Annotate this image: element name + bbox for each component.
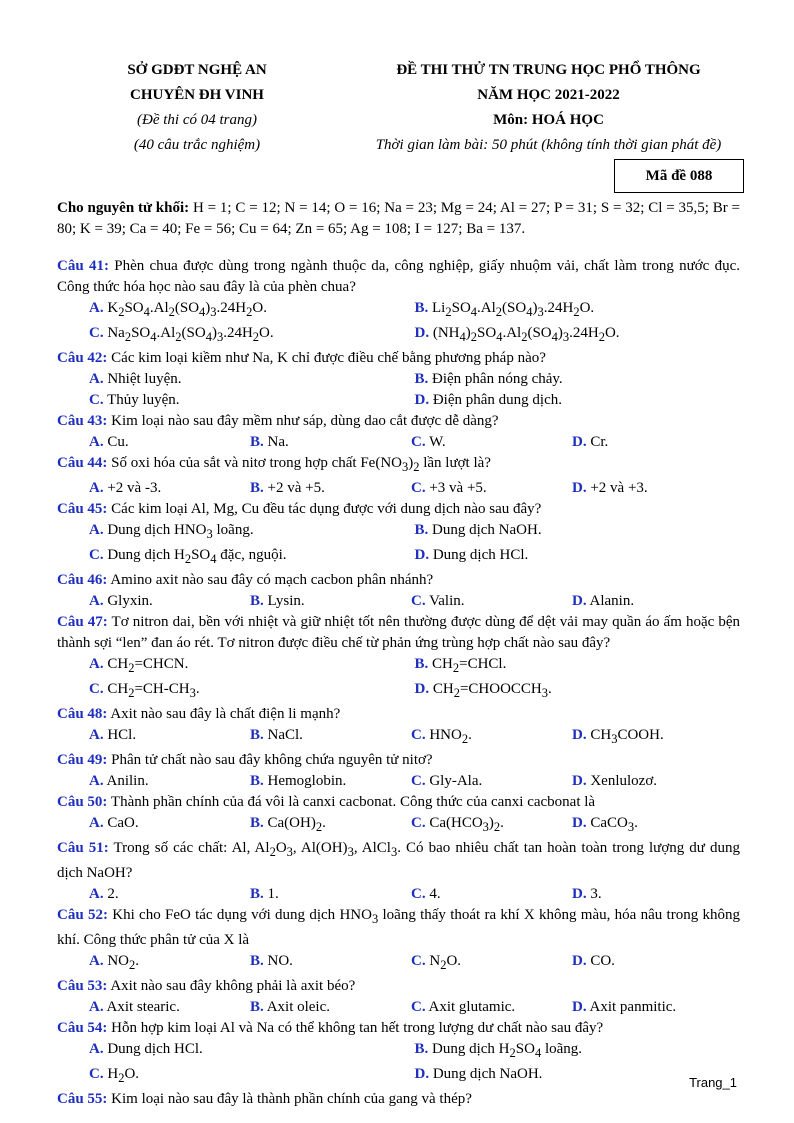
question-number: Câu 43: <box>57 413 108 429</box>
option-a <box>89 725 250 750</box>
question-text: Tơ nitron dai, bền với nhiệt và giữ nhiệt tốt nên thường được dùng để dệt vải may quần áo ấm hoặc bện thành sợi “len” đan áo rét. Tơ nitron được điều chế từ phản ứng trùng hợp chất nào sau đây? <box>57 614 740 651</box>
option-c <box>89 1064 415 1089</box>
exam-header <box>57 58 740 162</box>
option-letter: B. <box>250 999 264 1015</box>
option-row <box>57 997 740 1018</box>
option-text: Anilin. <box>103 773 149 789</box>
option-letter: C. <box>411 886 426 902</box>
option-letter: D. <box>414 681 430 697</box>
atomic-masses <box>57 198 740 240</box>
option-b <box>415 298 741 323</box>
option-text: Hemoglobin. <box>263 773 347 789</box>
question-text: Hỗn hợp kim loại Al và Na có thể không tan hết trong lượng dư chất nào sau đây? <box>107 1020 604 1036</box>
atomic-masses-label: Cho nguyên tử khối: <box>57 200 190 216</box>
question-42 <box>57 348 740 369</box>
option-text: $CH_2=CHCN$. <box>103 656 189 675</box>
option-text: $K_2SO_4.Al_2(SO_4)_3.24H_2O$. <box>103 300 267 319</box>
option-letter: A. <box>89 727 104 743</box>
option-text: 4. <box>425 886 441 902</box>
option-c <box>411 771 572 792</box>
option-row <box>57 520 740 545</box>
option-c <box>411 591 572 612</box>
question-text: Phân tử chất nào sau đây không chứa nguyên tử nitơ? <box>107 752 433 768</box>
option-row <box>57 654 740 679</box>
option-text: Na. <box>263 434 289 450</box>
option-letter: B. <box>250 727 264 743</box>
option-letter: A. <box>89 953 104 969</box>
option-letter: C. <box>89 1066 104 1082</box>
question-text: Các kim loại kiềm như Na, K chỉ được điều chế bằng phương pháp nào? <box>107 350 546 366</box>
option-letter: A. <box>89 593 104 609</box>
option-d <box>572 813 733 838</box>
question-number: Câu 55: <box>57 1091 108 1107</box>
option-letter: D. <box>572 480 587 496</box>
option-letter: A. <box>89 522 104 538</box>
option-d <box>572 951 733 976</box>
option-b <box>415 520 741 545</box>
option-c <box>411 813 572 838</box>
question-number: Câu 48: <box>57 706 108 722</box>
option-text: HCl. <box>103 727 137 743</box>
question-number: Câu 41: <box>57 258 109 274</box>
school-name: CHUYÊN ĐH VINH <box>130 87 264 103</box>
option-text: Alanin. <box>586 593 635 609</box>
question-45 <box>57 499 740 520</box>
question-text: Amino axit nào sau đây có mạch cacbon phân nhánh? <box>107 572 434 588</box>
option-row <box>57 679 740 704</box>
option-d <box>415 323 741 348</box>
option-d <box>415 545 741 570</box>
option-letter: B. <box>414 522 429 538</box>
question-number: Câu 46: <box>57 572 108 588</box>
option-text: Điện phân nóng chảy. <box>428 371 563 387</box>
option-letter: A. <box>89 999 104 1015</box>
option-d <box>572 432 733 453</box>
option-letter: C. <box>411 593 426 609</box>
exam-title: ĐỀ THI THỬ TN TRUNG HỌC PHỔ THÔNG <box>396 62 701 78</box>
question-number: Câu 50: <box>57 794 108 810</box>
option-text: Thủy luyện. <box>103 392 180 408</box>
option-letter: C. <box>411 480 426 496</box>
option-text: Axit glutamic. <box>425 999 516 1015</box>
option-row <box>57 545 740 570</box>
option-letter: A. <box>89 656 104 672</box>
option-c <box>411 478 572 499</box>
option-d <box>415 679 741 704</box>
option-letter: C. <box>411 815 426 831</box>
option-c <box>89 390 415 411</box>
exam-code-box: Mã đề 088 <box>614 159 744 193</box>
page-footer: Trang_1 <box>689 1075 737 1090</box>
question-number: Câu 45: <box>57 501 108 517</box>
department-name: SỞ GDĐT NGHỆ AN <box>127 62 267 78</box>
option-text: W. <box>425 434 446 450</box>
option-letter: C. <box>411 999 426 1015</box>
option-text: Cr. <box>586 434 609 450</box>
option-text: Dung dịch HCl. <box>103 1041 203 1057</box>
option-row <box>57 1039 740 1064</box>
question-text: Kim loại nào sau đây là thành phần chính của gang và thép? <box>107 1091 472 1107</box>
option-letter: D. <box>414 547 430 563</box>
option-text: +3 và +5. <box>425 480 487 496</box>
time-note: Thời gian làm bài: 50 phút (không tính thời gian phát đề) <box>375 137 722 153</box>
question-text: Axit nào sau đây không phải là axit béo? <box>107 978 356 994</box>
option-text: Valin. <box>425 593 465 609</box>
option-letter: D. <box>572 727 587 743</box>
question-text: Phèn chua được dùng trong ngành thuộc da, công nghiệp, giấy nhuộm vải, chất làm trong nước đục. Công thức hóa học nào sau đây là của phèn chua? <box>57 258 741 295</box>
option-a <box>89 591 250 612</box>
option-text: 1. <box>263 886 279 902</box>
question-text: Kim loại nào sau đây mềm như sáp, dùng dao cắt được dễ dàng? <box>107 413 499 429</box>
option-text: Xenlulozơ. <box>586 773 658 789</box>
question-50 <box>57 792 740 813</box>
option-row <box>57 323 740 348</box>
option-d <box>572 478 733 499</box>
option-text: $Na_2SO_4.Al_2(SO_4)_3.24H_2O$. <box>103 325 274 344</box>
atomic-masses-values: H = 1; C = 12; N = 14; O = 16; Na = 23; Mg = 24; Al = 27; P = 31; S = 32; Cl = 35,5; Br = 80; K = 39; Ca = 40; Fe = 56; Cu = 64; Zn = 65; Ag = 108; I = 127; Ba = 137. <box>57 200 740 237</box>
option-b <box>250 771 411 792</box>
option-text: Dung dịch HCl. <box>429 547 529 563</box>
option-text: CaCO$_3$. <box>586 815 638 834</box>
option-text: $H_2O$. <box>103 1066 140 1085</box>
question-number: Câu 49: <box>57 752 108 768</box>
option-letter: D. <box>414 1066 430 1082</box>
option-d <box>415 390 741 411</box>
option-letter: B. <box>414 1041 429 1057</box>
option-b <box>250 432 411 453</box>
option-letter: C. <box>411 434 426 450</box>
question-text: Thành phần chính của đá vôi là canxi cacbonat. Công thức của canxi cacbonat là <box>107 794 596 810</box>
option-row <box>57 1064 740 1089</box>
option-text: Axit stearic. <box>103 999 180 1015</box>
option-letter: D. <box>572 593 587 609</box>
option-text: Cu. <box>103 434 129 450</box>
option-c <box>411 884 572 905</box>
option-text: CaO. <box>103 815 139 831</box>
option-row <box>57 369 740 390</box>
option-d <box>572 997 733 1018</box>
question-51 <box>57 838 740 884</box>
question-49 <box>57 750 740 771</box>
option-d <box>572 591 733 612</box>
option-c <box>411 997 572 1018</box>
option-text: Nhiệt luyện. <box>103 371 182 387</box>
option-d <box>572 725 733 750</box>
option-letter: A. <box>89 815 104 831</box>
question-text: Khi cho FeO tác dụng với dung dịch $HNO_3$ loãng thấy thoát ra khí X không màu, hóa nâu trong không khí. Công thức phân tử của X là <box>57 907 740 948</box>
option-c <box>411 725 572 750</box>
option-c <box>411 951 572 976</box>
option-row <box>57 884 740 905</box>
option-text: $HNO_2$. <box>425 727 472 746</box>
option-text: CO. <box>586 953 615 969</box>
question-41 <box>57 256 740 298</box>
option-text: Gly-Ala. <box>425 773 483 789</box>
option-letter: C. <box>89 325 104 341</box>
option-letter: C. <box>411 773 426 789</box>
option-text: Axit oleic. <box>263 999 331 1015</box>
option-letter: A. <box>89 1041 104 1057</box>
option-c <box>89 323 415 348</box>
option-row <box>57 725 740 750</box>
option-a <box>89 951 250 976</box>
option-text: $(NH_4)_2SO_4.Al_2(SO_4)_3.24H_2O$. <box>429 325 620 344</box>
question-52 <box>57 905 740 951</box>
question-number: Câu 42: <box>57 350 108 366</box>
question-54 <box>57 1018 740 1039</box>
option-text: $CH_2=CHOOCCH_3$. <box>429 681 552 700</box>
question-text: Axit nào sau đây là chất điện li mạnh? <box>107 706 341 722</box>
option-a <box>89 432 250 453</box>
option-b <box>250 725 411 750</box>
question-number: Câu 54: <box>57 1020 108 1036</box>
option-text: Axit panmitic. <box>586 999 677 1015</box>
option-text: $CH_2=CH-CH_3$. <box>103 681 200 700</box>
option-text: 3. <box>586 886 602 902</box>
option-letter: B. <box>250 886 264 902</box>
option-c <box>89 545 415 570</box>
option-letter: B. <box>414 656 429 672</box>
option-text: +2 và +3. <box>586 480 648 496</box>
option-letter: B. <box>250 434 264 450</box>
option-letter: C. <box>89 681 104 697</box>
option-letter: D. <box>572 434 587 450</box>
option-b <box>250 591 411 612</box>
option-text: Dung dịch NaOH. <box>428 522 542 538</box>
question-count-note: (40 câu trắc nghiệm) <box>133 137 261 153</box>
option-letter: B. <box>250 480 264 496</box>
option-text: $Ca(OH)_2$. <box>263 815 326 834</box>
option-row <box>57 813 740 838</box>
option-b <box>250 997 411 1018</box>
subject: Môn: HOÁ HỌC <box>493 112 604 128</box>
option-text: Dung dịch $HNO_3$ loãng. <box>103 522 254 541</box>
option-letter: C. <box>89 392 104 408</box>
option-text: NO. <box>263 953 293 969</box>
option-row <box>57 298 740 323</box>
option-d <box>572 771 733 792</box>
option-text: Glyxin. <box>103 593 153 609</box>
option-letter: B. <box>250 815 264 831</box>
option-text: +2 và -3. <box>103 480 162 496</box>
option-letter: D. <box>572 815 587 831</box>
option-row <box>57 771 740 792</box>
question-48 <box>57 704 740 725</box>
option-row <box>57 591 740 612</box>
option-a <box>89 813 250 838</box>
question-46 <box>57 570 740 591</box>
option-text: $CH_2=CHCl$. <box>428 656 507 675</box>
page-count-note: (Đề thi có 04 trang) <box>137 112 257 128</box>
option-letter: D. <box>572 999 587 1015</box>
option-letter: A. <box>89 773 104 789</box>
option-b <box>415 369 741 390</box>
option-letter: D. <box>572 886 587 902</box>
option-text: $N_2O$. <box>425 953 462 972</box>
option-text: NaCl. <box>263 727 303 743</box>
option-a <box>89 369 415 390</box>
option-a <box>89 771 250 792</box>
option-b <box>250 478 411 499</box>
option-letter: A. <box>89 371 104 387</box>
exam-page <box>57 58 740 1110</box>
option-row <box>57 478 740 499</box>
option-letter: A. <box>89 300 104 316</box>
option-row <box>57 390 740 411</box>
option-a <box>89 654 415 679</box>
option-b <box>250 884 411 905</box>
option-letter: D. <box>414 392 430 408</box>
option-c <box>89 679 415 704</box>
option-c <box>411 432 572 453</box>
option-letter: C. <box>411 953 426 969</box>
option-letter: C. <box>411 727 426 743</box>
option-letter: A. <box>89 434 104 450</box>
question-43 <box>57 411 740 432</box>
question-53 <box>57 976 740 997</box>
option-text: $Ca(HCO_3)_2$. <box>425 815 504 834</box>
question-47 <box>57 612 740 654</box>
option-a <box>89 884 250 905</box>
option-a <box>89 997 250 1018</box>
option-a <box>89 478 250 499</box>
option-letter: A. <box>89 480 104 496</box>
question-55 <box>57 1089 740 1110</box>
option-b <box>415 654 741 679</box>
option-b <box>250 951 411 976</box>
option-letter: B. <box>414 371 429 387</box>
option-letter: B. <box>250 593 264 609</box>
question-text: Số oxi hóa của sắt và nitơ trong hợp chất $Fe(NO_3)_2$ lần lượt là? <box>107 455 491 474</box>
option-text: $NO_2$. <box>103 953 140 972</box>
option-letter: B. <box>250 953 264 969</box>
option-text: $Li_2SO_4.Al_2(SO_4)_3.24H_2O$. <box>428 300 595 319</box>
option-letter: A. <box>89 886 104 902</box>
question-number: Câu 51: <box>57 840 109 856</box>
option-b <box>250 813 411 838</box>
option-text: Lysin. <box>263 593 305 609</box>
question-number: Câu 52: <box>57 907 108 923</box>
question-text: Các kim loại Al, Mg, Cu đều tác dụng được với dung dịch nào sau đây? <box>107 501 542 517</box>
question-number: Câu 47: <box>57 614 108 630</box>
option-letter: B. <box>250 773 264 789</box>
option-d <box>572 884 733 905</box>
option-letter: B. <box>414 300 429 316</box>
option-text: $CH_3COOH$. <box>586 727 664 746</box>
option-row <box>57 951 740 976</box>
option-a <box>89 1039 415 1064</box>
option-letter: D. <box>572 953 587 969</box>
option-a <box>89 520 415 545</box>
option-text: Dung dịch $H_2SO_4$ loãng. <box>428 1041 583 1060</box>
option-letter: D. <box>572 773 587 789</box>
option-row <box>57 432 740 453</box>
question-44 <box>57 453 740 478</box>
option-text: Điện phân dung dịch. <box>429 392 562 408</box>
option-text: Dung dịch $H_2SO_4$ đặc, nguội. <box>103 547 287 566</box>
question-text: Trong số các chất: Al, $Al_2O_3$, $Al(OH)_3$, AlCl$_3$. Có bao nhiêu chất tan hoàn toàn trong lượng dư dung dịch NaOH? <box>57 840 741 881</box>
option-a <box>89 298 415 323</box>
option-text: Dung dịch NaOH. <box>429 1066 543 1082</box>
question-list <box>57 256 740 1110</box>
question-number: Câu 53: <box>57 978 108 994</box>
option-text: +2 và +5. <box>263 480 325 496</box>
option-letter: D. <box>414 325 430 341</box>
option-b <box>415 1039 741 1064</box>
option-text: 2. <box>103 886 119 902</box>
question-number: Câu 44: <box>57 455 108 471</box>
option-letter: C. <box>89 547 104 563</box>
school-year: NĂM HỌC 2021-2022 <box>477 87 620 103</box>
